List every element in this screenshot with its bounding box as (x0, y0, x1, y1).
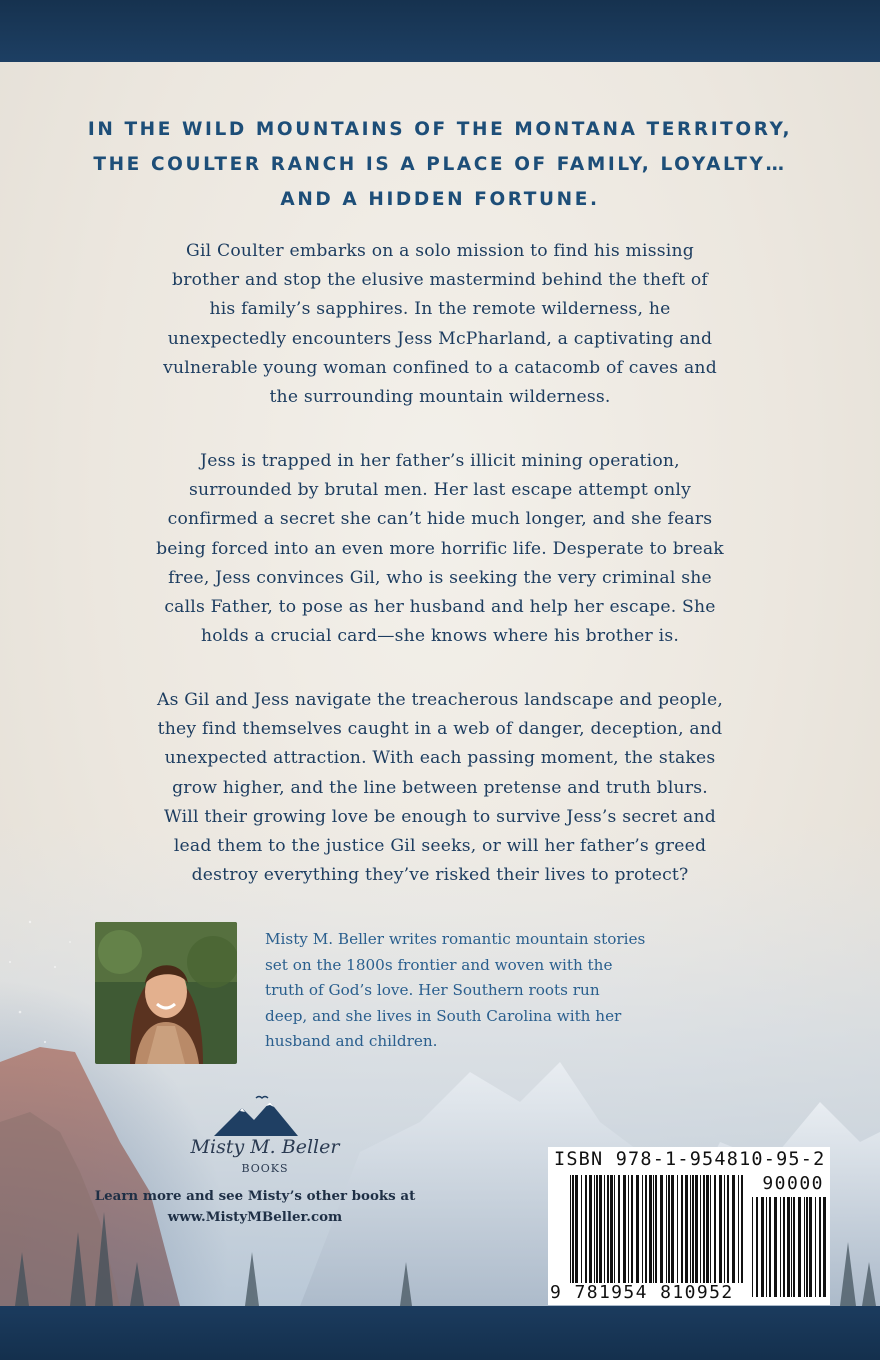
author-photo (95, 922, 237, 1064)
bio-line: truth of God’s love. Her Southern roots run (265, 981, 600, 1000)
bottom-cover-band (0, 1306, 880, 1360)
blurb-line: Jess is trapped in her father’s illicit mining operation, (200, 451, 680, 471)
blurb-line: vulnerable young woman confined to a catacomb of caves and (163, 357, 717, 378)
mountain-logo-icon (180, 1092, 350, 1138)
blurb-line: grow higher, and the line between pretense and truth blurs. (172, 777, 708, 798)
blurb-line: As Gil and Jess navigate the treacherous landscape and people, (156, 690, 724, 710)
isbn-text: ISBN 978-1-954810-95-2 (554, 1149, 826, 1170)
blurb-paragraph-1 (72, 237, 808, 412)
blurb-line: lead them to the justice Gil seeks, or will her father’s greed (173, 836, 707, 857)
barcode-addon-number: 90000 (762, 1173, 824, 1194)
blurb-line: Gil Coulter embarks on a solo mission to find his missing (186, 241, 694, 261)
website-link[interactable]: www.MistyMBeller.com (167, 1209, 343, 1225)
barcode-ean-number: 9 781954 810952 (550, 1282, 734, 1303)
logo-subtitle: BOOKS (241, 1162, 289, 1175)
blurb-line: they find themselves caught in a web of danger, deception, and (157, 719, 723, 740)
author-bio (265, 927, 810, 1055)
learn-more-line: Learn more and see Misty’s other books at (94, 1188, 416, 1204)
bio-line: Misty M. Beller writes romantic mountain stories (265, 930, 646, 948)
blurb-line: holds a crucial card—she knows where his brother is. (200, 626, 679, 647)
blurb-line: unexpected attraction. With each passing moment, the stakes (164, 748, 716, 769)
isbn-barcode (548, 1147, 830, 1305)
author-portrait-icon (95, 922, 237, 1064)
bio-line: set on the 1800s frontier and woven with the (265, 955, 613, 974)
blurb-line: unexpectedly encounters Jess McPharland, a captivating and (167, 328, 713, 349)
back-cover-panel (0, 62, 880, 1306)
blurb-line: surrounded by brutal men. Her last escape attempt only (188, 480, 692, 501)
top-cover-band (0, 0, 880, 62)
bio-line: deep, and she lives in South Carolina with her (265, 1006, 622, 1025)
blurb-line: brother and stop the elusive mastermind behind the theft of (172, 270, 708, 291)
blurb-line: being forced into an even more horrific life. Desperate to break (156, 538, 724, 559)
logo-name: Misty M. Beller (190, 1136, 340, 1158)
learn-more-text (70, 1186, 440, 1228)
tagline-line: THE COULTER RANCH IS A PLACE OF FAMILY, LOYALTY… (93, 154, 787, 175)
tagline-line: IN THE WILD MOUNTAINS OF THE MONTANA TERRITORY, (87, 119, 793, 140)
tagline (60, 112, 820, 217)
blurb-line: calls Father, to pose as her husband and help her escape. She (164, 597, 716, 618)
tagline-line: AND A HIDDEN FORTUNE. (280, 189, 600, 210)
blurb-line: free, Jess convinces Gil, who is seeking the very criminal she (168, 567, 712, 588)
bio-line: husband and children. (265, 1032, 438, 1051)
blurb-line: the surrounding mountain wilderness. (269, 387, 611, 408)
blurb-line: Will their growing love be enough to survive Jess’s secret and (164, 806, 716, 827)
blurb-line: his family’s sapphires. In the remote wilderness, he (209, 299, 671, 320)
publisher-logo (180, 1092, 350, 1188)
blurb-paragraph-2 (72, 447, 808, 651)
blurb-line: confirmed a secret she can’t hide much longer, and she fears (167, 509, 713, 530)
blurb-line: destroy everything they’ve risked their lives to protect? (191, 865, 689, 886)
blurb-paragraph-3 (72, 686, 808, 890)
